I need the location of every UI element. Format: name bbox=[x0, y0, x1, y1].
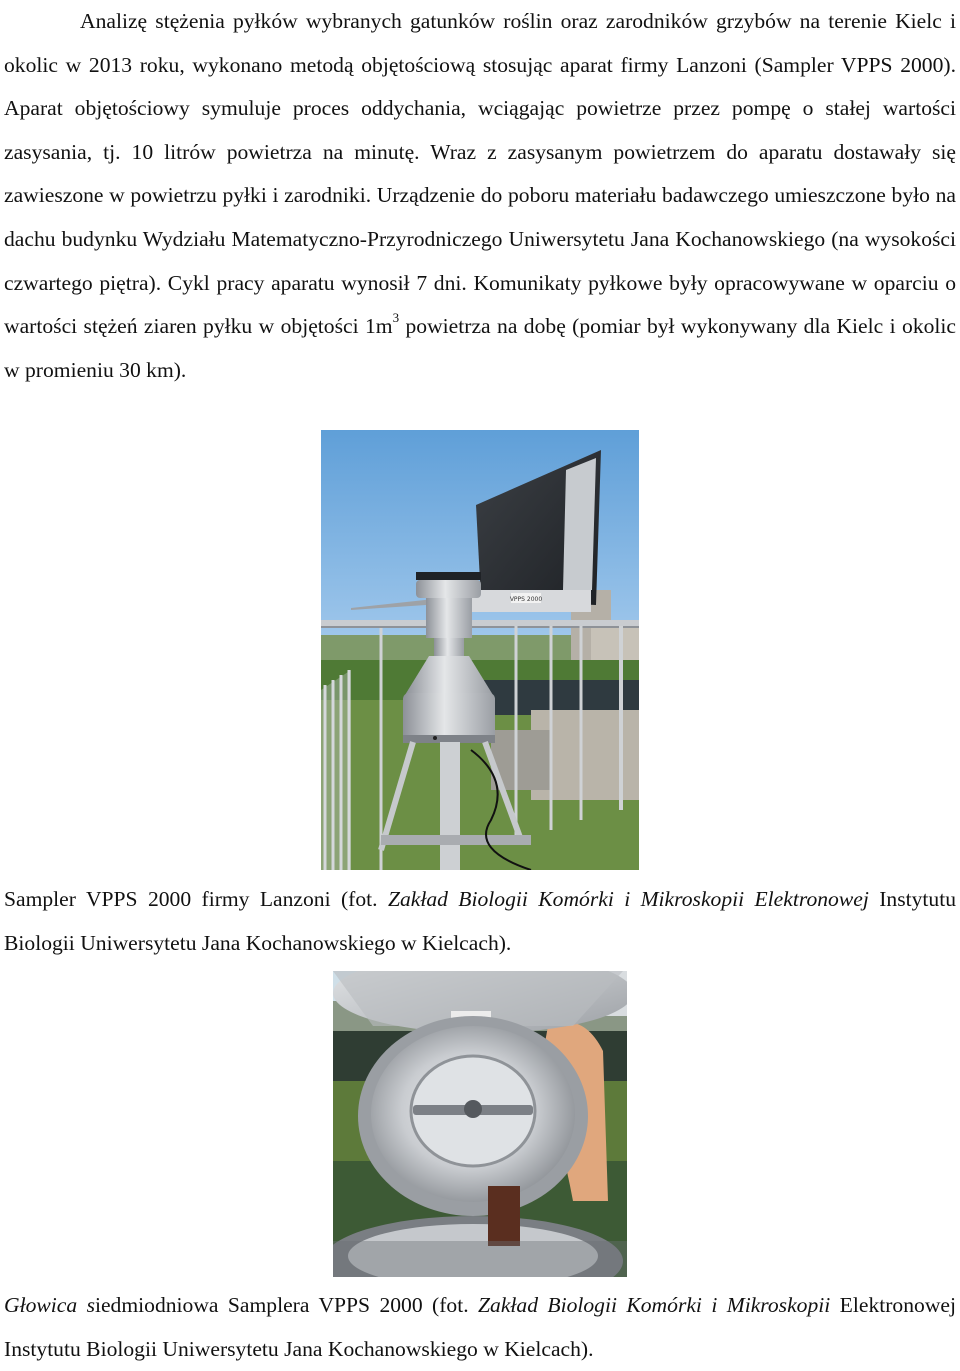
caption-1-credit: Zakład Biologii Komórki i Mikroskopii Elektronowej bbox=[387, 887, 869, 911]
caption-2-text-end: Elektronowej Instytutu Biologii Uniwersytetu Jana Kochanowskiego w Kielcach). bbox=[4, 1293, 957, 1361]
caption-2-text: iedmiodniowa Samplera VPPS 2000 (fot. bbox=[94, 1293, 479, 1317]
caption-1-text: Sampler VPPS 2000 firmy Lanzoni (fot. bbox=[4, 887, 388, 911]
photo-caption-2 bbox=[4, 1284, 956, 1371]
paragraph-text-end: powietrza na dobę (pomiar był wykonywany dla Kielc i okolic w promieniu 30 km). bbox=[4, 314, 957, 382]
photo-caption-1 bbox=[4, 878, 956, 965]
device-label: VPPS 2000 bbox=[509, 596, 543, 603]
paragraph-text: Analizę stężenia pyłków wybranych gatunków roślin oraz zarodników grzybów na terenie Kielc i okolic w 2013 roku, wykonano metodą objętościową stosując aparat firmy Lanzoni (Sampler VPPS 2000). Aparat objętościowy symuluje proces oddychania, wciągając powietrze przez pompę o stałej wartości zasysania, tj. 10 litrów powietrza na minutę. Wraz z zasysanym powietrzem do aparatu dostawały się zawieszone w powietrzu pyłki i zarodniki. Urządzenie do poboru materiału badawczego umieszczone było na dachu budynku Wydziału Matematyczno-Przyrodniczego Uniwersytetu Jana Kochanowskiego (na wysokości czwartego piętra). Cykl pracy aparatu wynosił 7 dni. Komunikaty pyłkowe były opracowywane w oparciu o wartości stężeń ziaren pyłku w objętości 1m bbox=[4, 9, 956, 339]
body-paragraph bbox=[4, 0, 956, 392]
caption-2-credit: Zakład Biologii Komórki i Mikroskopii bbox=[478, 1293, 831, 1317]
caption-1-text-end: Instytutu Biologii Uniwersytetu Jana Kochanowskiego w Kielcach). bbox=[4, 887, 956, 955]
sampler-photo bbox=[321, 430, 639, 870]
sampler-head-photo bbox=[333, 971, 627, 1277]
caption-2-title: Głowica s bbox=[4, 1293, 95, 1317]
superscript-exponent: 3 bbox=[392, 310, 400, 326]
